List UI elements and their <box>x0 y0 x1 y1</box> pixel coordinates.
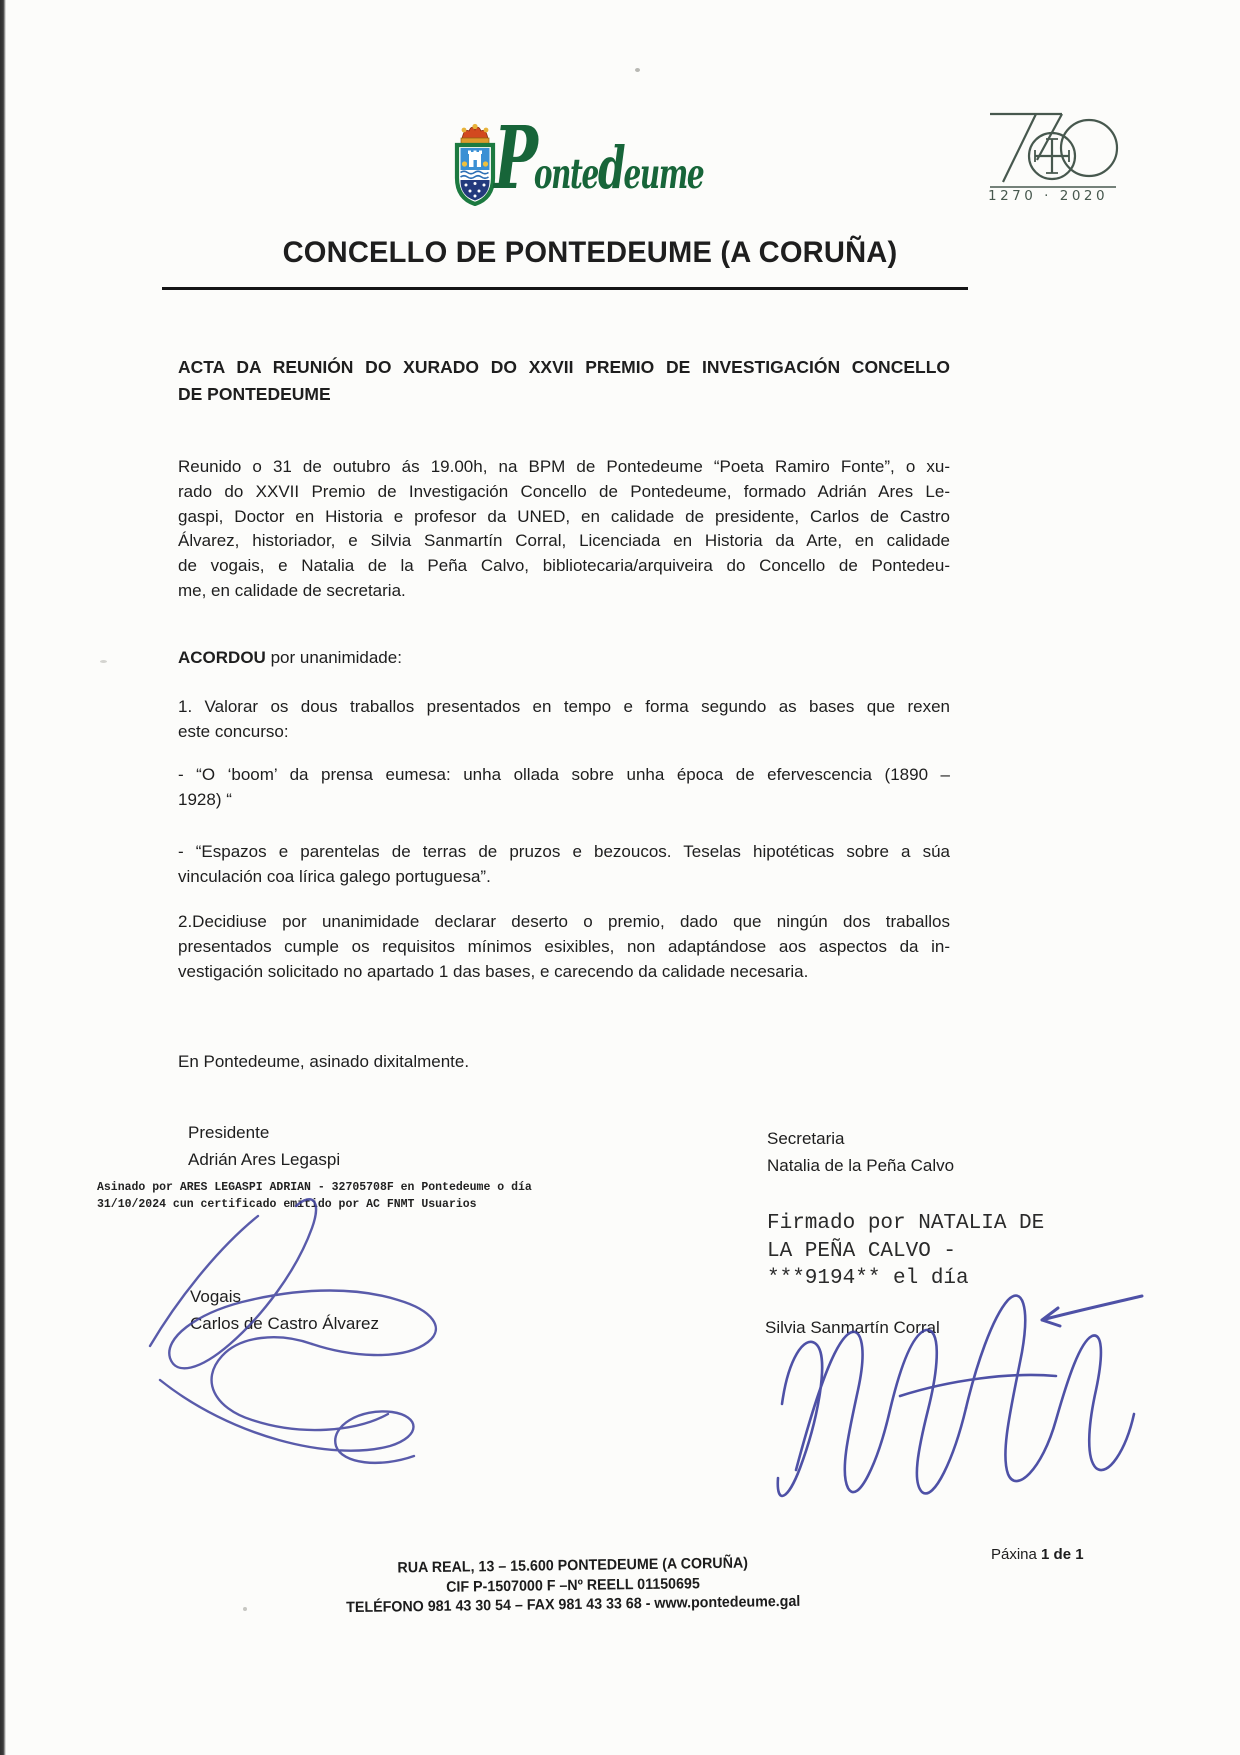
pagination-value: 1 de 1 <box>1041 1546 1084 1563</box>
anniversary-years: 1270 · 2020 <box>988 188 1109 204</box>
secretary-certificate-text: Firmado por NATALIA DE LA PEÑA CALVO - ***9194** el día <box>767 1212 1045 1290</box>
secretary-role: Secretaria <box>767 1129 845 1148</box>
footer-address: RUA REAL, 13 – 15.600 PONTEDEUME (A CORUÑA) CIF P-1507000 F –Nº REELL 01150695 TELÉFONO 981 43 30 54 – FAX 981 43 33 68 - www.pontedeume.gal <box>346 1554 801 1617</box>
silvia-signature-icon <box>778 1296 1142 1496</box>
acordou-line: ACORDOU por unanimidade: <box>178 648 402 667</box>
vogais-label: Vogais <box>190 1287 242 1306</box>
acta-heading: ACTA DA REUNIÓN DO XURADO DO XXVII PREMIO DE INVESTIGACIÓN CONCELLO DE PONTEDEUME <box>178 357 950 404</box>
carlos-signature-icon <box>150 1199 436 1463</box>
pontedeume-wordmark: Pontedeume <box>494 108 704 209</box>
pagination <box>991 1546 1084 1563</box>
vogal1-name: Carlos de Castro Álvarez <box>190 1314 379 1333</box>
president-role: Presidente <box>188 1123 270 1142</box>
acordou-word: ACORDOU <box>178 648 266 667</box>
item-2: 2.Decidiuse por unanimidade declarar deserto o premio, dado que ningún dos traballos presentados cumple os requisitos mínimos esixibles, non adaptándose aos aspectos da in- vestigación solicitado no apartado 1 das bases, e carecendo da calidade necesaria. <box>178 912 950 981</box>
secretary-name: Natalia de la Peña Calvo <box>767 1156 955 1175</box>
wordmark-initial: P <box>494 108 534 209</box>
work-2: - “Espazos e parentelas de terras de pruzos e bezoucos. Teselas hipotéticas sobre a súa vinculación coa lírica galego portuguesa”. <box>178 842 950 886</box>
item-1: 1. Valorar os dous traballos presentados en tempo e forma segundo as bases que rexen este concurso: <box>178 697 950 741</box>
president-certificate-text: Asinado por ARES LEGASPI ADRIAN - 32705708F en Pontedeume o día 31/10/2024 cun certificado emitido por AC FNMT Usuarios <box>97 1181 532 1211</box>
work-1: - “O ‘boom’ da prensa eumesa: unha ollada sobre unha época de efervescencia (1890 – 1928) “ <box>178 765 950 809</box>
paragraph-intro: Reunido o 31 de outubro ás 19.00h, na BPM de Pontedeume “Poeta Ramiro Fonte”, o xu- rado do XXVII Premio de Investigación Concello de Pontedeume, formado Adrián Ares Le- gaspi, Doctor en Historia e profesor da UNED, en calidade de presidente, Carlos de Castro Álvarez, historiador, e Silvia Sanmartín Corral, Licenciada en Historia da Arte, en calidade de vogais, e Natalia de la Peña Calvo, bibliotecaria/arquiveira do Concello de Pontedeu- me, en calidade de secretaria. <box>178 457 950 600</box>
pagination-label: Páxina <box>991 1546 1037 1563</box>
closing-line: En Pontedeume, asinado dixitalmente. <box>178 1052 470 1071</box>
president-name: Adrián Ares Legaspi <box>188 1150 341 1169</box>
municipality-title: CONCELLO DE PONTEDEUME (A CORUÑA) <box>282 236 898 269</box>
vogal2-name: Silvia Sanmartín Corral <box>765 1318 940 1337</box>
